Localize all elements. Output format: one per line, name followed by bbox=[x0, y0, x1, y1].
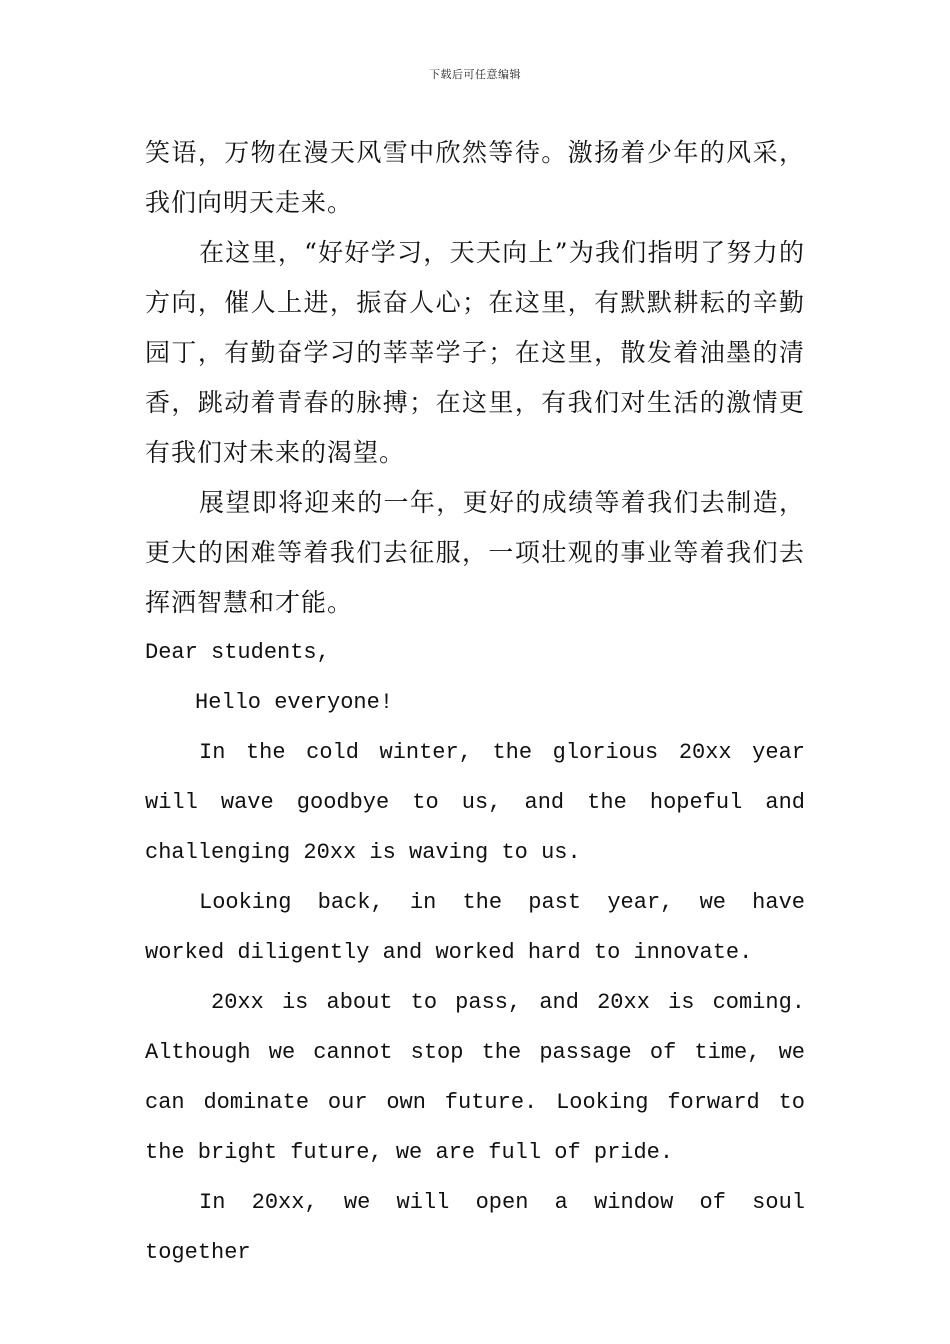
greeting: Hello everyone! bbox=[195, 690, 394, 715]
paragraph-outlook: 展望即将迎来的一年，更好的成绩等着我们去制造，更大的困难等着我们去征服，一项壮观的事业等着我们去挥洒智慧和才能。 bbox=[145, 488, 805, 617]
page-header: 下载后可任意编辑 bbox=[429, 68, 521, 81]
paragraph-winter: In the cold winter, the glorious 20xx year will wave goodbye to us, and the hopeful and challenging 20xx is waving to us. bbox=[145, 740, 805, 865]
paragraph-window: In 20xx, we will open a window of soul together bbox=[145, 1190, 805, 1265]
paragraph-continuation: 笑语，万物在漫天风雪中欣然等待。激扬着少年的风采，我们向明天走来。 bbox=[145, 138, 805, 217]
paragraph-future: 20xx is about to pass, and 20xx is coming. Although we cannot stop the passage of time, we can dominate our own future. Looking forward to the bright future, we are full of pride. bbox=[145, 990, 805, 1165]
paragraph-looking-back: Looking back, in the past year, we have worked diligently and worked hard to innovate. bbox=[145, 890, 805, 965]
paragraph-here: 在这里，“好好学习，天天向上”为我们指明了努力的方向，催人上进，振奋人心；在这里，有默默耕耘的辛勤园丁，有勤奋学习的莘莘学子；在这里，散发着油墨的清香，跳动着青春的脉搏；在这里，有我们对生活的激情更有我们对未来的渴望。 bbox=[145, 238, 805, 467]
salutation: Dear students, bbox=[145, 640, 330, 665]
document-body bbox=[145, 128, 805, 1278]
